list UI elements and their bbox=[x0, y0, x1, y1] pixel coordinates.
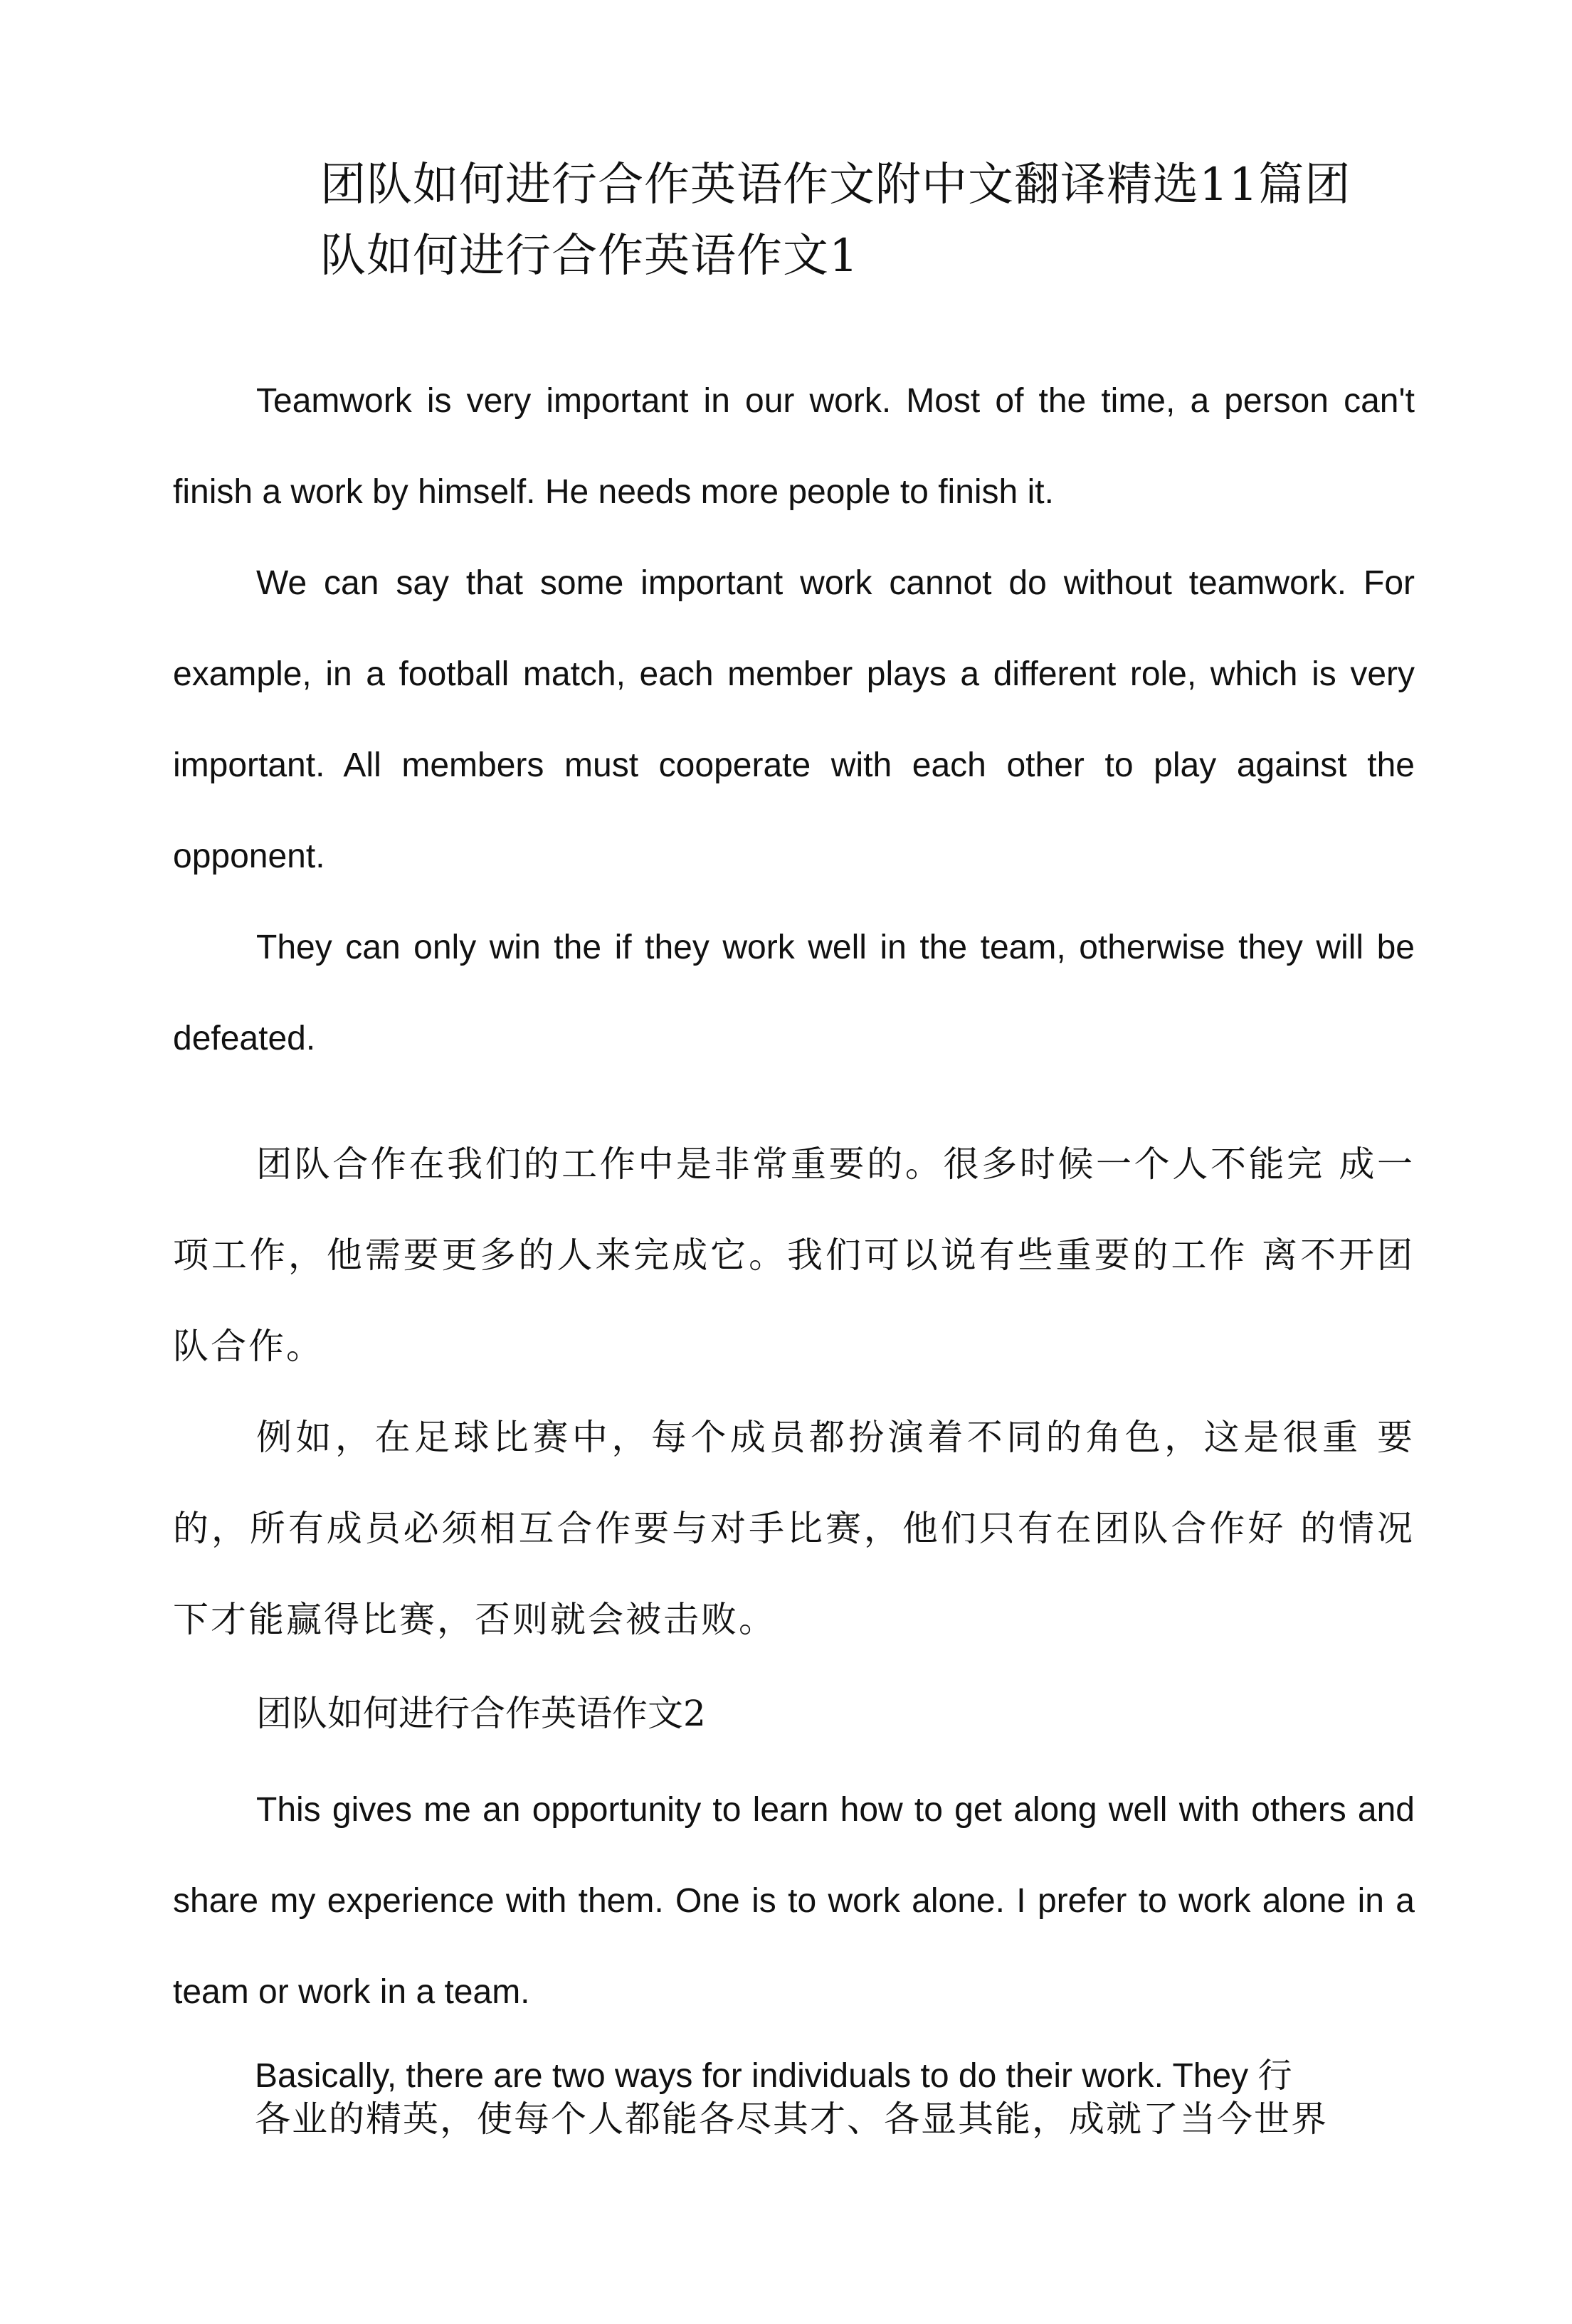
paragraph-last-line-1: Basically, there are two ways for individuals to do their work. They 行 bbox=[255, 2057, 1292, 2095]
title-line-1: 团队如何进行合作英语作文附中文翻译精选11篇团 bbox=[320, 159, 1351, 211]
title-line-2: 队如何进行合作英语作文1 bbox=[320, 230, 859, 282]
paragraph-en-4: This gives me an opportunity to learn how to get along well with others and share my experience with them. One is to work alone. I prefer to work alone in a team or work in a team. bbox=[173, 1791, 1415, 2011]
subheading: 团队如何进行合作英语作文2 bbox=[256, 1693, 706, 1734]
document-title bbox=[320, 149, 1388, 292]
paragraph-en-2: We can say that some important work cannot do without teamwork. For example, in a football match, each member plays a different role, which is very important. All members must cooperate with each other to play against the opponent. bbox=[173, 564, 1415, 875]
paragraph-last-line-2: 各业的精英，使每个人都能各尽其才、各显其能，成就了当今世界 bbox=[255, 2098, 1328, 2140]
paragraph-en-1: Teamwork is very important in our work. Most of the time, a person can't finish a work by himself. He needs more people to finish it. bbox=[173, 382, 1415, 511]
paragraph-zh-2: 例如，在足球比赛中，每个成员都扮演着不同的角色，这是很重 要的，所有成员必须相互合作要与对手比赛，他们只有在团队合作好 的情况下才能赢得比赛，否则就会被击败。 bbox=[173, 1417, 1415, 1640]
paragraph-en-3: They can only win the if they work well in the team, otherwise they will be defeated. bbox=[173, 929, 1415, 1057]
paragraph-zh-1: 团队合作在我们的工作中是非常重要的。很多时候一个人不能完 成一项工作，他需要更多的人来完成它。我们可以说有些重要的工作 离不开团队合作。 bbox=[173, 1143, 1415, 1367]
